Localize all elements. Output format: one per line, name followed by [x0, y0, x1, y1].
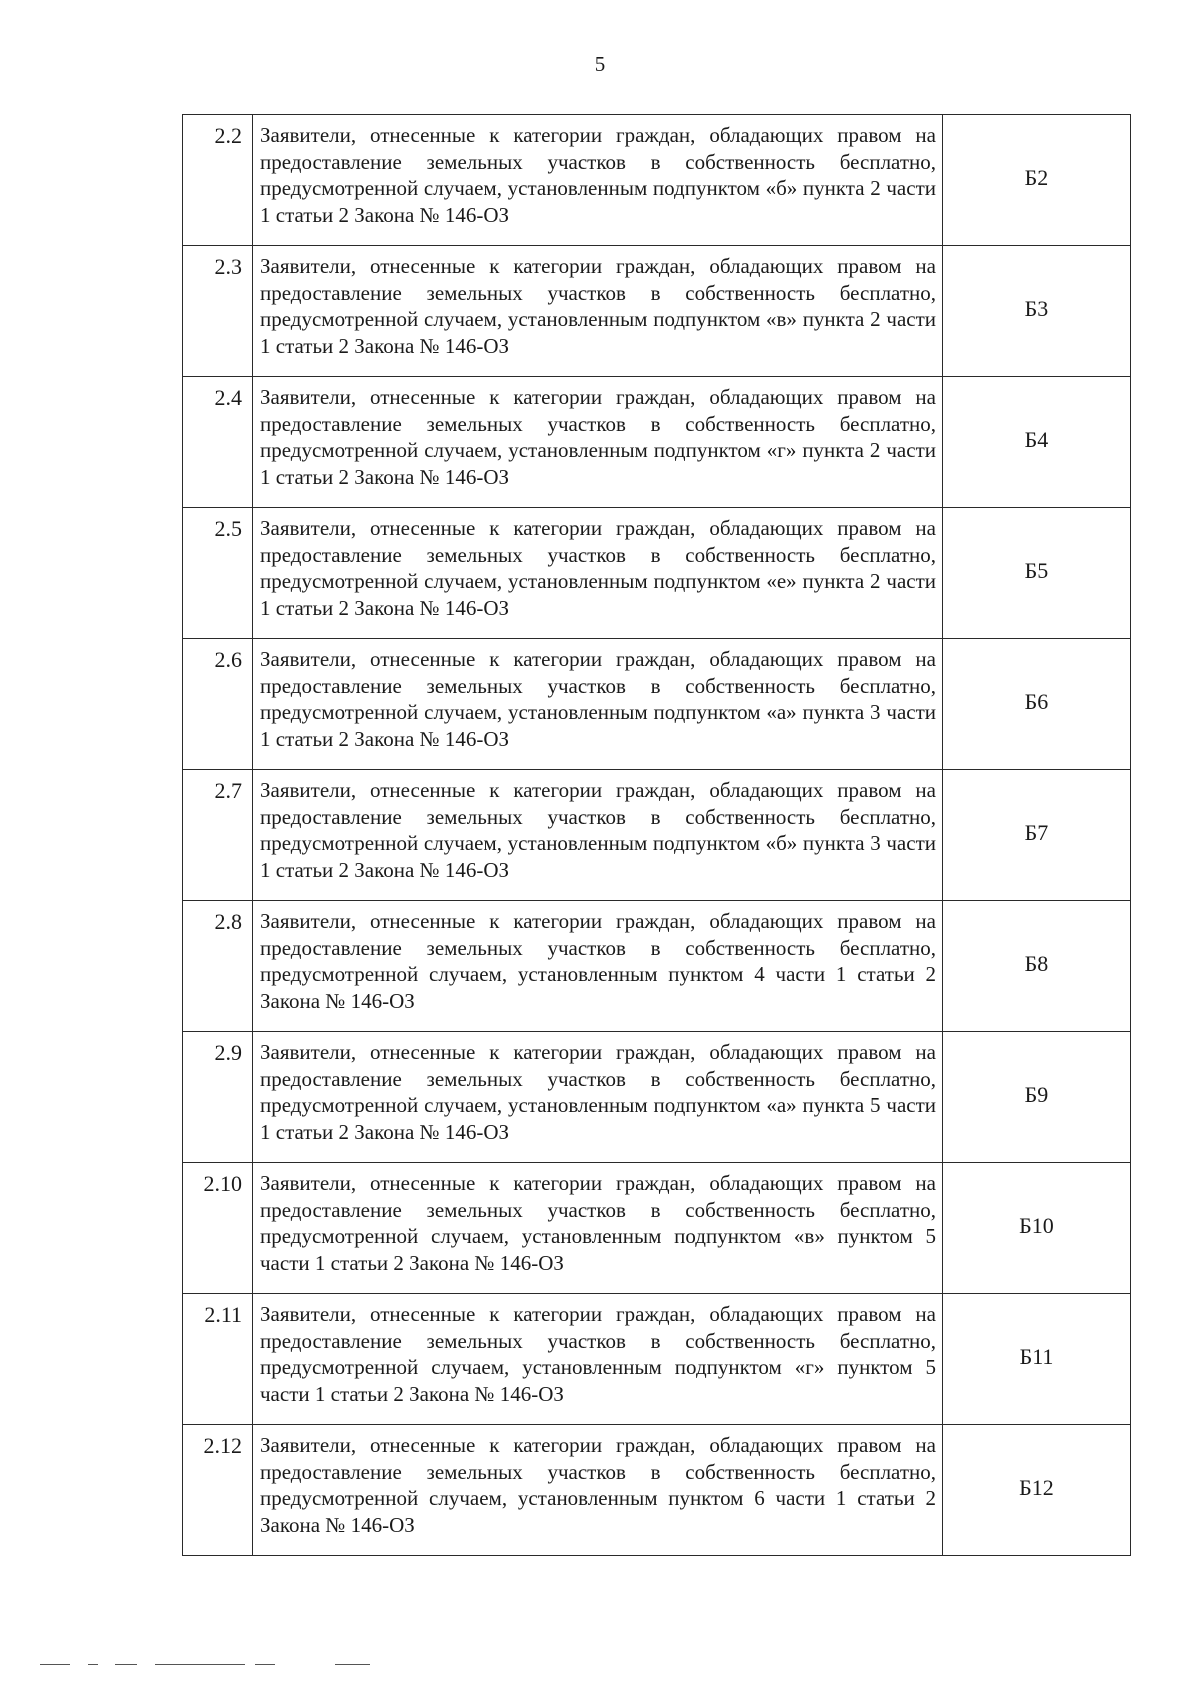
scan-artifact-line: [115, 1664, 137, 1665]
row-description: Заявители, отнесенные к категории граждан, обладающих правом на предоставление земельных участков в собственность бесплатно, предусмотренной случаем, установленным пунктом 4 части 1 статьи 2 Закона № 146-ОЗ: [253, 901, 943, 1032]
row-code: Б12: [943, 1425, 1131, 1556]
row-description: Заявители, отнесенные к категории граждан, обладающих правом на предоставление земельных участков в собственность бесплатно, предусмотренной случаем, установленным подпунктом «а» пункта 3 части 1 статьи 2 Закона № 146-ОЗ: [253, 639, 943, 770]
page-number: 5: [594, 52, 606, 76]
row-code: Б8: [943, 901, 1131, 1032]
row-description: Заявители, отнесенные к категории граждан, обладающих правом на предоставление земельных участков в собственность бесплатно, предусмотренной случаем, установленным пунктом 6 части 1 статьи 2 Закона № 146-ОЗ: [253, 1425, 943, 1556]
table-row: [183, 508, 1131, 639]
table-row: [183, 1032, 1131, 1163]
row-description: Заявители, отнесенные к категории граждан, обладающих правом на предоставление земельных участков в собственность бесплатно, предусмотренной случаем, установленным подпунктом «в» пунктом 5 части 1 статьи 2 Закона № 146-ОЗ: [253, 1163, 943, 1294]
row-number: 2.7: [183, 770, 253, 901]
scan-artifact-line: [88, 1664, 98, 1665]
row-description: Заявители, отнесенные к категории граждан, обладающих правом на предоставление земельных участков в собственность бесплатно, предусмотренной случаем, установленным подпунктом «г» пункта 2 части 1 статьи 2 Закона № 146-ОЗ: [253, 377, 943, 508]
table-row: [183, 1425, 1131, 1556]
table-row: [183, 1163, 1131, 1294]
row-description: Заявители, отнесенные к категории граждан, обладающих правом на предоставление земельных участков в собственность бесплатно, предусмотренной случаем, установленным подпунктом «б» пункта 3 части 1 статьи 2 Закона № 146-ОЗ: [253, 770, 943, 901]
row-code: Б5: [943, 508, 1131, 639]
table-row: [183, 246, 1131, 377]
row-code: Б4: [943, 377, 1131, 508]
scan-artifact-line: [255, 1664, 275, 1665]
row-code: Б2: [943, 115, 1131, 246]
row-number: 2.10: [183, 1163, 253, 1294]
table-row: [183, 115, 1131, 246]
row-description: Заявители, отнесенные к категории граждан, обладающих правом на предоставление земельных участков в собственность бесплатно, предусмотренной случаем, установленным подпунктом «в» пункта 2 части 1 статьи 2 Закона № 146-ОЗ: [253, 246, 943, 377]
row-code: Б10: [943, 1163, 1131, 1294]
table-row: [183, 770, 1131, 901]
scan-artifact-line: [40, 1664, 70, 1665]
row-number: 2.6: [183, 639, 253, 770]
scan-artifact-line: [335, 1664, 370, 1665]
row-code: Б3: [943, 246, 1131, 377]
document-table: [182, 114, 1131, 1556]
scan-artifact-line: [155, 1664, 245, 1665]
row-code: Б11: [943, 1294, 1131, 1425]
table-row: [183, 639, 1131, 770]
row-number: 2.12: [183, 1425, 253, 1556]
row-description: Заявители, отнесенные к категории граждан, обладающих правом на предоставление земельных участков в собственность бесплатно, предусмотренной случаем, установленным подпунктом «а» пункта 5 части 1 статьи 2 Закона № 146-ОЗ: [253, 1032, 943, 1163]
row-number: 2.2: [183, 115, 253, 246]
row-code: Б7: [943, 770, 1131, 901]
row-description: Заявители, отнесенные к категории граждан, обладающих правом на предоставление земельных участков в собственность бесплатно, предусмотренной случаем, установленным подпунктом «б» пункта 2 части 1 статьи 2 Закона № 146-ОЗ: [253, 115, 943, 246]
row-number: 2.8: [183, 901, 253, 1032]
row-number: 2.11: [183, 1294, 253, 1425]
row-number: 2.9: [183, 1032, 253, 1163]
row-code: Б9: [943, 1032, 1131, 1163]
table-row: [183, 377, 1131, 508]
row-number: 2.3: [183, 246, 253, 377]
table-row: [183, 901, 1131, 1032]
row-code: Б6: [943, 639, 1131, 770]
row-number: 2.4: [183, 377, 253, 508]
row-number: 2.5: [183, 508, 253, 639]
row-description: Заявители, отнесенные к категории граждан, обладающих правом на предоставление земельных участков в собственность бесплатно, предусмотренной случаем, установленным подпунктом «е» пункта 2 части 1 статьи 2 Закона № 146-ОЗ: [253, 508, 943, 639]
table-row: [183, 1294, 1131, 1425]
row-description: Заявители, отнесенные к категории граждан, обладающих правом на предоставление земельных участков в собственность бесплатно, предусмотренной случаем, установленным подпунктом «г» пунктом 5 части 1 статьи 2 Закона № 146-ОЗ: [253, 1294, 943, 1425]
